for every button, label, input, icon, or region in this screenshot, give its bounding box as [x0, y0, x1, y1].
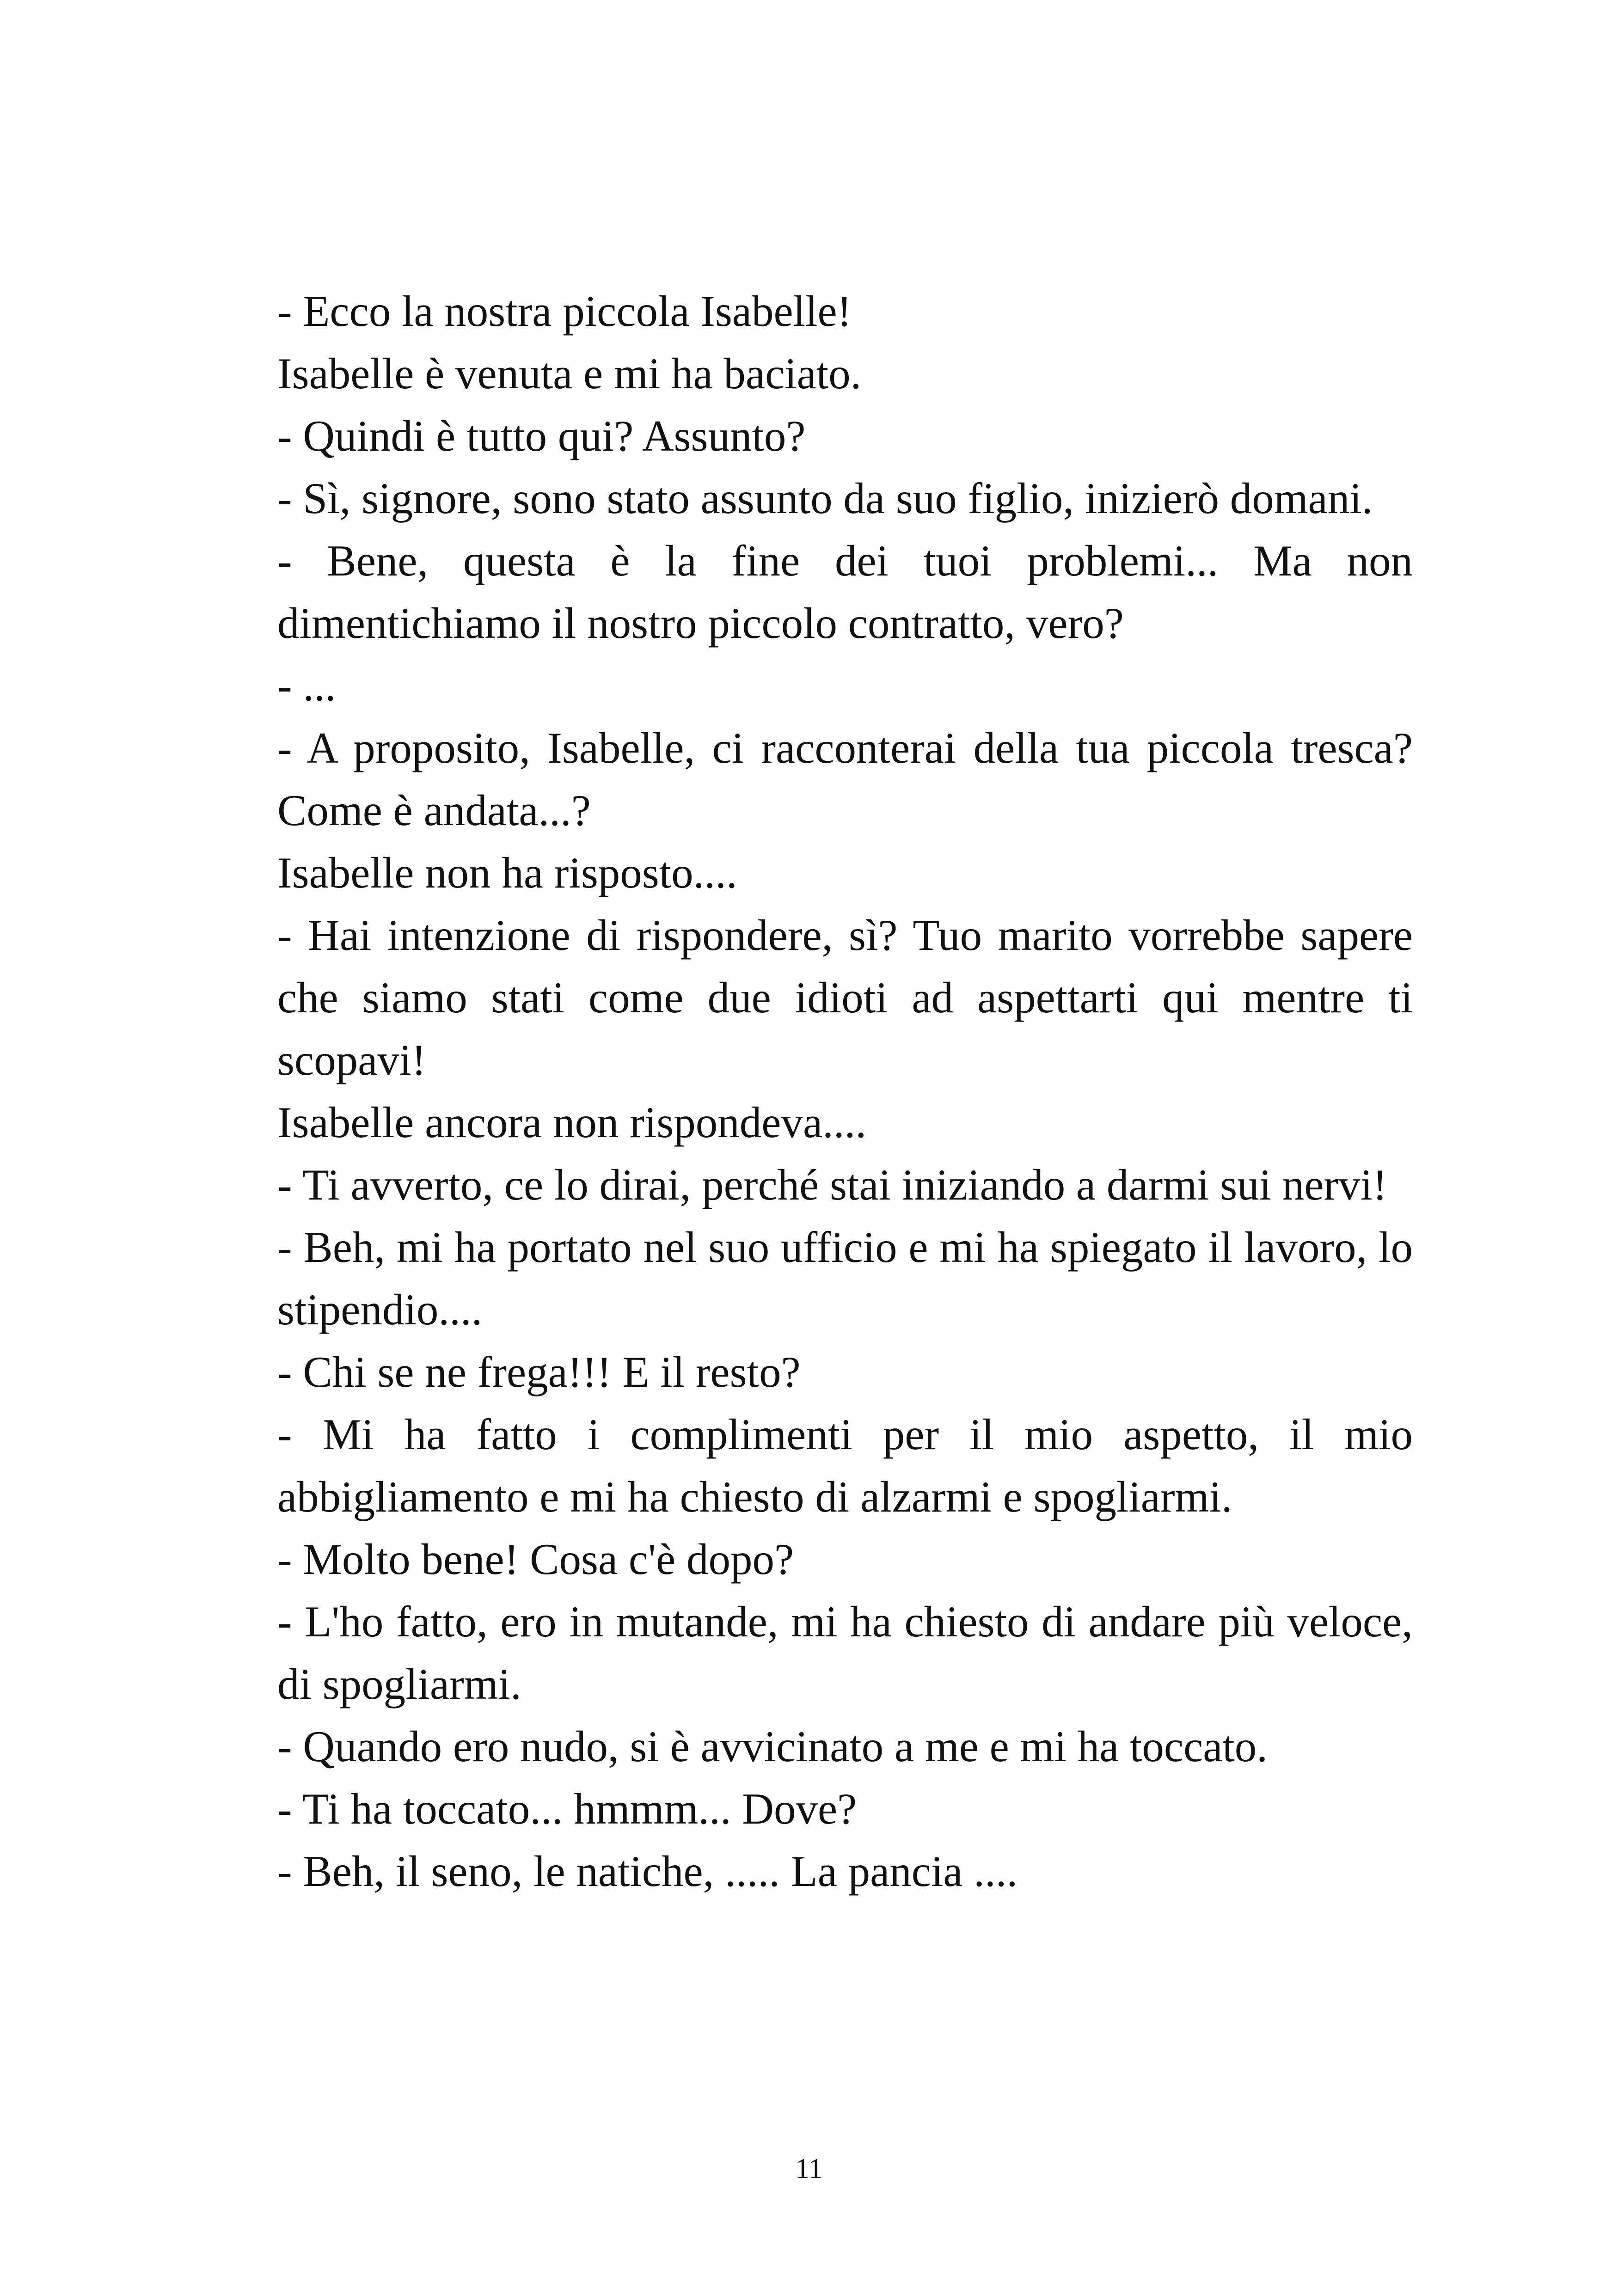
paragraph: - Ecco la nostra piccola Isabelle! — [277, 287, 852, 336]
paragraph: - Ti avverto, ce lo dirai, perché stai iniziando a darmi sui nervi! — [277, 1160, 1387, 1209]
page-number: 11 — [795, 2153, 823, 2185]
body-text — [277, 280, 1413, 1903]
paragraph: - Ti ha toccato... hmmm... Dove? — [277, 1784, 857, 1833]
paragraph: - Quindi è tutto qui? Assunto? — [277, 411, 806, 460]
paragraph: - Hai intenzione di rispondere, sì? Tuo marito vorrebbe sapere che siamo stati come due idioti ad aspettarti qui mentre ti scopavi! — [277, 911, 1413, 1084]
paragraph: - Sì, signore, sono stato assunto da suo figlio, inizierò domani. — [277, 474, 1373, 523]
paragraph: - Beh, mi ha portato nel suo ufficio e mi ha spiegato il lavoro, lo stipendio.... — [277, 1223, 1413, 1334]
paragraph: - A proposito, Isabelle, ci racconterai della tua piccola tresca? Come è andata...? — [277, 723, 1413, 835]
paragraph: - Molto bene! Cosa c'è dopo? — [277, 1535, 794, 1584]
paragraph: - L'ho fatto, ero in mutande, mi ha chiesto di andare più veloce, di spogliarmi. — [277, 1597, 1413, 1708]
paragraph: Isabelle non ha risposto.... — [277, 848, 737, 897]
paragraph: - Beh, il seno, le natiche, ..... La pancia .... — [277, 1847, 1018, 1896]
paragraph: Isabelle è venuta e mi ha baciato. — [277, 349, 862, 398]
paragraph: Isabelle ancora non rispondeva.... — [277, 1098, 867, 1147]
paragraph: - ... — [277, 661, 336, 710]
paragraph: - Mi ha fatto i complimenti per il mio aspetto, il mio abbigliamento e mi ha chiesto di alzarmi e spogliarmi. — [277, 1410, 1413, 1521]
paragraph: - Quando ero nudo, si è avvicinato a me e mi ha toccato. — [277, 1722, 1268, 1771]
paragraph: - Bene, questa è la fine dei tuoi problemi... Ma non dimentichiamo il nostro piccolo contratto, vero? — [277, 536, 1413, 648]
paragraph: - Chi se ne frega!!! E il resto? — [277, 1347, 801, 1396]
